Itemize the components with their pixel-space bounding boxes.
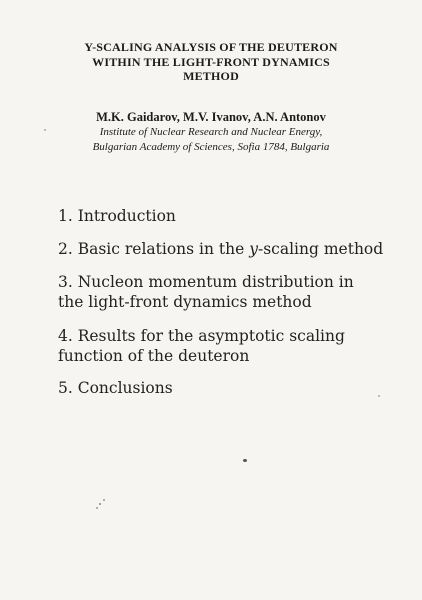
paper-speck — [44, 129, 46, 131]
affiliation-line-2: Bulgarian Academy of Sciences, Sofia 1784, Bulgaria — [92, 141, 330, 153]
toc-item-2-text-pre: 2. Basic relations in the — [58, 240, 250, 258]
author-list: M.K. Gaidarov, M.V. Ivanov, A.N. Antonov — [96, 110, 326, 124]
toc-item-2-line — [58, 239, 383, 259]
toc-item-4-line-1: 4. Results for the asymptotic scaling — [58, 327, 345, 345]
toc-item-1-text: 1. Introduction — [58, 207, 176, 225]
toc-item-2-variable: y — [249, 240, 258, 258]
toc-item-3-line-1: 3. Nucleon momentum distribution in — [58, 273, 354, 291]
toc-item-introduction — [58, 206, 176, 226]
affiliation-line-1: Institute of Nuclear Research and Nuclear Energy, — [99, 126, 323, 138]
toc-item-4-line-2: function of the deuteron — [58, 347, 250, 365]
paper-speck — [378, 395, 380, 397]
affiliation — [20, 125, 402, 155]
title-line-3: METHOD — [183, 69, 239, 83]
paper-speck — [103, 499, 105, 501]
toc-item-3-line-2: the light-front dynamics method — [58, 293, 312, 311]
toc-item-conclusions — [58, 378, 173, 398]
title-line-2: WITHIN THE LIGHT-FRONT DYNAMICS — [92, 54, 330, 69]
paper-speck — [243, 459, 247, 462]
toc-item-results — [58, 326, 345, 366]
toc-item-basic-relations — [58, 239, 383, 259]
toc-item-5-text: 5. Conclusions — [58, 379, 173, 397]
paper-title — [20, 40, 402, 84]
toc-item-momentum-distribution — [58, 272, 354, 312]
paper-speck — [96, 507, 98, 509]
title-line-1: Y-SCALING ANALYSIS OF THE DEUTERON — [84, 40, 338, 54]
paper-speck — [99, 503, 101, 505]
toc-item-2-text-post: -scaling method — [257, 240, 384, 258]
